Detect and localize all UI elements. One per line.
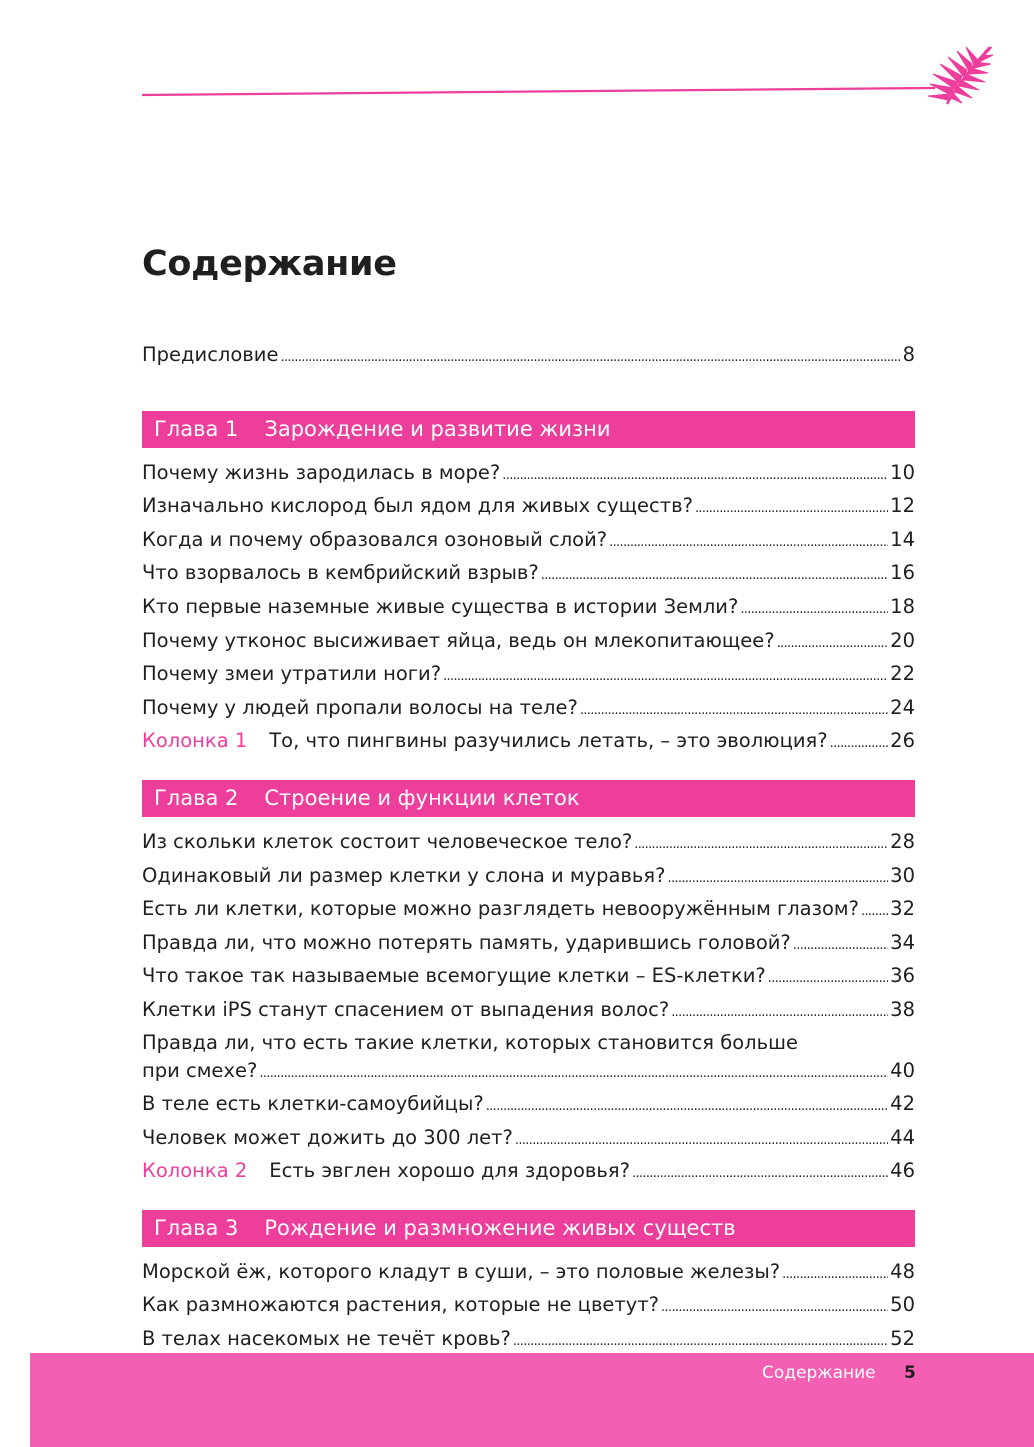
chapter-label: Глава 1 <box>154 416 239 441</box>
entry-title: Человек может дожить до 300 лет? <box>142 1125 513 1149</box>
entry-title: Почему змеи утратили ноги? <box>142 662 442 686</box>
entry-page: 20 <box>890 628 915 652</box>
dot-leader <box>634 827 888 861</box>
entry-page: 26 <box>890 729 915 753</box>
toc-entry[interactable] <box>142 961 915 995</box>
entry-title: Что такое так называемые всемогущие клетки – ES-клетки? <box>142 964 766 988</box>
dot-leader <box>777 626 889 660</box>
dot-leader <box>830 726 889 760</box>
toc-entry[interactable] <box>142 827 915 861</box>
page-footer <box>30 1353 1034 1447</box>
toc-entry-wrapped-line: Правда ли, что есть такие клетки, которых становится больше <box>142 1030 798 1054</box>
entry-title: Что взорвалось в кембрийский взрыв? <box>142 561 539 585</box>
chapter-heading[interactable] <box>142 1210 915 1247</box>
entry-page: 28 <box>890 829 915 853</box>
chapter-label: Глава 2 <box>154 785 239 810</box>
dot-leader <box>502 458 888 492</box>
entry-page: 44 <box>890 1125 915 1149</box>
entry-title: при смехе? <box>142 1058 258 1082</box>
page-number: 5 <box>904 1363 916 1383</box>
toc-entry[interactable] <box>142 693 915 727</box>
dot-leader <box>259 1056 888 1090</box>
entry-page: 48 <box>890 1259 915 1283</box>
entry-title: Почему жизнь зародилась в море? <box>142 460 501 484</box>
header-rule <box>142 88 935 95</box>
dot-leader <box>861 894 888 928</box>
entry-title: Правда ли, что можно потерять память, ударившись головой? <box>142 930 791 954</box>
entry-page: 16 <box>890 561 915 585</box>
dot-leader <box>515 1123 888 1157</box>
spacer <box>142 1247 915 1257</box>
entry-title: Морской ёж, которого кладут в суши, – это половые железы? <box>142 1259 781 1283</box>
entry-title: Из скольки клеток состоит человеческое тело? <box>142 829 633 853</box>
toc-entry[interactable] <box>142 861 915 895</box>
toc-entry[interactable] <box>142 894 915 928</box>
spacer <box>142 760 915 780</box>
toc-entry[interactable] <box>142 558 915 592</box>
toc-entry[interactable] <box>142 995 915 1029</box>
table-of-contents <box>142 340 915 1358</box>
chapter-heading[interactable] <box>142 411 915 448</box>
fern-leaf-icon <box>928 47 993 104</box>
dot-leader <box>661 1290 888 1324</box>
toc-entry[interactable] <box>142 1123 915 1157</box>
entry-page: 52 <box>890 1327 915 1351</box>
spacer <box>142 374 915 411</box>
chapter-title: Зарождение и развитие жизни <box>264 416 611 441</box>
toc-entry[interactable] <box>142 458 915 492</box>
entry-page: 40 <box>890 1058 915 1082</box>
entry-title: Как размножаются растения, которые не цветут? <box>142 1293 660 1317</box>
dot-leader <box>632 1156 888 1190</box>
toc-entry-preface[interactable] <box>142 340 915 374</box>
dot-leader <box>486 1089 888 1123</box>
dot-leader <box>671 995 888 1029</box>
dot-leader <box>695 491 888 525</box>
entry-title: Кто первые наземные живые существа в истории Земли? <box>142 594 739 618</box>
entry-page: 10 <box>890 460 915 484</box>
entry-page: 38 <box>890 997 915 1021</box>
footer-section-title: Содержание <box>762 1363 876 1383</box>
entry-title: Почему утконос высиживает яйца, ведь он млекопитающее? <box>142 628 775 652</box>
dot-leader <box>280 340 900 374</box>
entry-page: 14 <box>890 527 915 551</box>
entry-title: Когда и почему образовался озоновый слой? <box>142 527 608 551</box>
toc-entry[interactable] <box>142 1290 915 1324</box>
entry-page: 30 <box>890 863 915 887</box>
toc-entry[interactable] <box>142 1056 915 1090</box>
entry-page: 46 <box>890 1159 915 1183</box>
entry-title: Изначально кислород был ядом для живых существ? <box>142 494 693 518</box>
entry-page: 34 <box>890 930 915 954</box>
chapter-heading[interactable] <box>142 780 915 817</box>
entry-page: 32 <box>890 897 915 921</box>
entry-page: 12 <box>890 494 915 518</box>
dot-leader <box>782 1257 888 1291</box>
toc-entry[interactable] <box>142 1257 915 1291</box>
toc-column-entry[interactable] <box>142 726 915 760</box>
dot-leader <box>443 659 888 693</box>
entry-page: 42 <box>890 1092 915 1116</box>
chapter-title: Строение и функции клеток <box>264 785 580 810</box>
entry-title: Клетки iPS станут спасением от выпадения волос? <box>142 997 670 1021</box>
chapter-title: Рождение и размножение живых существ <box>264 1215 736 1240</box>
entry-page: 50 <box>890 1293 915 1317</box>
entry-page: 36 <box>890 964 915 988</box>
dot-leader <box>740 592 888 626</box>
entry-page: 18 <box>890 594 915 618</box>
toc-entry[interactable] <box>142 491 915 525</box>
toc-entry[interactable] <box>142 525 915 559</box>
toc-entry[interactable] <box>142 626 915 660</box>
toc-entry[interactable] <box>142 659 915 693</box>
dot-leader <box>609 525 888 559</box>
spacer <box>142 1190 915 1210</box>
entry-title: То, что пингвины разучились летать, – это эволюция? <box>269 729 828 753</box>
entry-title: Одинаковый ли размер клетки у слона и муравья? <box>142 863 666 887</box>
dot-leader <box>793 928 888 962</box>
dot-leader <box>580 693 888 727</box>
dot-leader <box>668 861 889 895</box>
entry-title: Почему у людей пропали волосы на теле? <box>142 695 578 719</box>
toc-entry[interactable] <box>142 1089 915 1123</box>
entry-title: Предисловие <box>142 343 279 366</box>
column-label: Колонка 2 <box>142 1159 248 1183</box>
entry-title: В теле есть клетки-самоубийцы? <box>142 1092 484 1116</box>
entry-title: Есть эвглен хорошо для здоровья? <box>269 1159 630 1183</box>
entry-title: В телах насекомых не течёт кровь? <box>142 1327 511 1351</box>
entry-page: 22 <box>890 662 915 686</box>
dot-leader <box>541 558 888 592</box>
header-decoration <box>0 0 1034 120</box>
dot-leader <box>768 961 888 995</box>
chapter-label: Глава 3 <box>154 1215 239 1240</box>
entry-page: 24 <box>890 695 915 719</box>
entry-title: Есть ли клетки, которые можно разглядеть невооружённым глазом? <box>142 897 859 921</box>
toc-entry[interactable] <box>142 928 915 962</box>
page-title: Содержание <box>142 244 397 284</box>
column-label: Колонка 1 <box>142 729 248 753</box>
toc-column-entry[interactable] <box>142 1156 915 1190</box>
toc-entry[interactable] <box>142 592 915 626</box>
spacer <box>142 817 915 827</box>
spacer <box>142 448 915 458</box>
entry-page: 8 <box>902 343 915 366</box>
